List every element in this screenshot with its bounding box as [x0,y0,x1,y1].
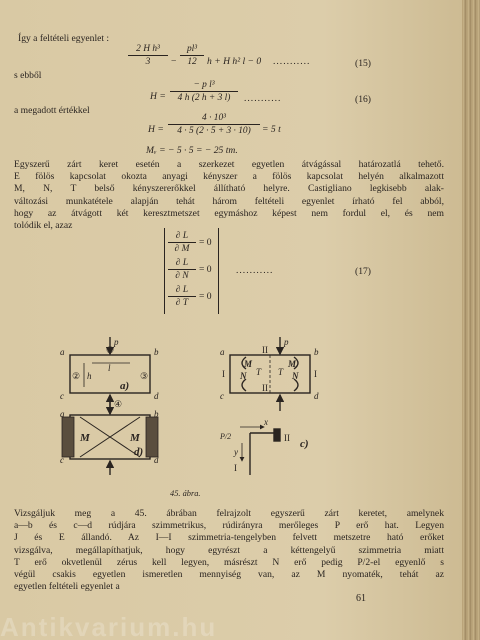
eq17-row-1-den: ∂ M [174,244,190,254]
eq17-right-bar [218,228,219,314]
eq16-lhs: H = [150,91,166,102]
label-b-d: d [314,391,319,401]
label-N-1: N [240,371,247,381]
label-fig-d: d) [134,446,144,458]
p2-line-1: Vizsgáljuk meg a 45. ábrában felrajzolt egyszerű zárt keretet, amelynek [14,508,444,519]
label-b: b [154,347,159,357]
label-p-b: p [284,337,289,347]
p1-line-2: E fölös kapcsolat okozta anyagi kényszer a fölös kapcsolat helyén alkalmazott [14,171,444,183]
label-circle-3: ③ [140,371,149,381]
label-d: d [154,391,159,401]
label-d-M-1: M [80,432,90,444]
eqH-den: 4 · 5 (2 · 5 + 3 · 10) [177,126,251,136]
eq15-term1-num: 2 H h³ [128,44,168,56]
label-T-1: T [256,367,262,377]
eq17-row-2-den: ∂ N [175,271,189,281]
paragraph-2 [14,508,444,593]
eq17-row-3-rhs: = 0 [199,291,212,302]
eq15-term2-num: pl³ [180,44,204,56]
eq17-left-bar [164,228,165,314]
label-y: y [234,447,238,457]
label-c-II: II [284,433,290,443]
eq15-term1-den: 3 [145,57,151,67]
eq17-row-1-frac [168,231,196,254]
eqH-tail: = 5 t [262,124,281,135]
page-number: 61 [356,593,366,604]
eq15-rest: h + H h² l − 0 [207,56,262,67]
label-fig-a: a) [120,380,130,392]
moment-diagram-left [62,417,74,457]
eq15-term2-den: 12 [187,57,197,67]
label-p-a: p [114,337,119,347]
label-c-I: I [234,463,237,473]
label-d-d: d [154,455,159,465]
label-circle-2: ② [72,371,81,381]
eq16-fraction [170,80,238,103]
eq17-row-2-rhs: = 0 [199,264,212,275]
page-edge-stack [462,0,480,640]
figure-45 [50,335,350,495]
label-d-a: a [60,409,65,419]
eqH-lhs: H = [148,124,164,135]
eq17-row-1-rhs: = 0 [199,237,212,248]
eq15-dots: ........... [273,56,311,67]
label-a: a [60,347,65,357]
detail-c-section [274,429,280,441]
p1-line-5: hogy az átvágott két keresztmetszet egymáshoz képest nem fordul el, és nem [14,207,444,219]
label-M-1: M [244,359,253,369]
p2-line-5: T erő okvetlenül zérus kell legyen, másrészt N erő pedig P/2-el egyenlő s [14,556,444,568]
label-b-a: a [220,347,225,357]
label-circle-1: ① [106,345,115,355]
moment-diagram-right [146,417,158,457]
label-M-2: M [288,359,297,369]
p2-line-3: J és E állandó. Az I—I szimmetria-tengelyben felvett metszetre ható erőket [14,532,444,544]
label-I-left: I [222,369,225,379]
label-N-2: N [292,371,299,381]
eq15-term2 [180,44,204,67]
label-p-half: P/2 [220,432,232,441]
eq17-dots: ........... [236,265,274,276]
label-T-2: T [278,367,284,377]
eq15-minus: − [171,56,177,67]
eq17-row-3-num: ∂ L [168,285,196,297]
label-d-c: c [60,455,64,465]
eq-moment-value: Mᵥ = − 5 · 5 = − 25 tm. [146,145,238,156]
label-c: c [60,391,64,401]
watermark: Antikvarium.hu [0,612,218,640]
eq17-row-1-num: ∂ L [168,231,196,243]
p1-line-3: M, N, T belső kényszererőkkel állítható helyre. Castigliano legkisebb alak- [14,183,444,195]
p1-line-4: változási munkatétele alapján tehát három feltételi egyenlet írható fel abból, [14,195,444,207]
label-d-M-2: M [130,432,140,444]
label-h: h [87,371,92,381]
eqH-num: 4 · 10³ [168,113,260,125]
p2-line-2: a—b és c—d rúdjára szimmetrikus, rúdirányra merőleges P erő hat. Legyen [14,520,444,532]
figure-caption: 45. ábra. [170,489,201,498]
label-x: x [264,417,268,427]
eq15-term1 [128,44,168,67]
p2-line-6: végül csakis egyetlen ismeretlen mennyiség van, az M nyomaték, tehát az [14,569,444,581]
frame-a [70,355,150,393]
label-fig-c: c) [300,438,309,450]
text-line-1: Így a feltételi egyenlet : [18,33,110,44]
eq15-number: (15) [355,58,371,69]
text-line-3: a megadott értékkel [14,105,90,116]
eq17-row-3-frac [168,285,196,308]
label-I-right: I [314,369,317,379]
p1-line-1: Egyszerű zárt keret esetén a szerkezet egyetlen átvágással határozatlá tehető. [14,159,444,170]
label-b-c: c [220,391,224,401]
eq16-num: − p l³ [170,80,238,92]
eq17-row-3-den: ∂ T [175,298,189,308]
label-d-b: b [154,409,159,419]
eq16-number: (16) [355,94,371,105]
p1-line-6: tolódik el, azaz [14,220,73,232]
p2-line-7: egyetlen feltételi egyenlet a [14,581,120,593]
eq17-row-2-frac [168,258,196,281]
label-circle-4: ④ [114,399,123,409]
label-b-b: b [314,347,319,357]
eqH-fraction [168,113,260,136]
label-l: l [108,363,111,373]
eq17-number: (17) [355,266,371,277]
eq16-dots: ........... [244,93,282,104]
eq16-den: 4 h (2 h + 3 l) [177,93,231,103]
p2-line-4: vizsgálva, megállapíthatjuk, hogy egyrészt a kéttengelyű szimmetria miatt [14,544,444,556]
label-II-top: II [262,345,268,355]
label-II-bottom: II [262,383,268,393]
text-line-2: s ebből [14,70,42,81]
paragraph-1 [14,159,444,232]
eq17-row-2-num: ∂ L [168,258,196,270]
